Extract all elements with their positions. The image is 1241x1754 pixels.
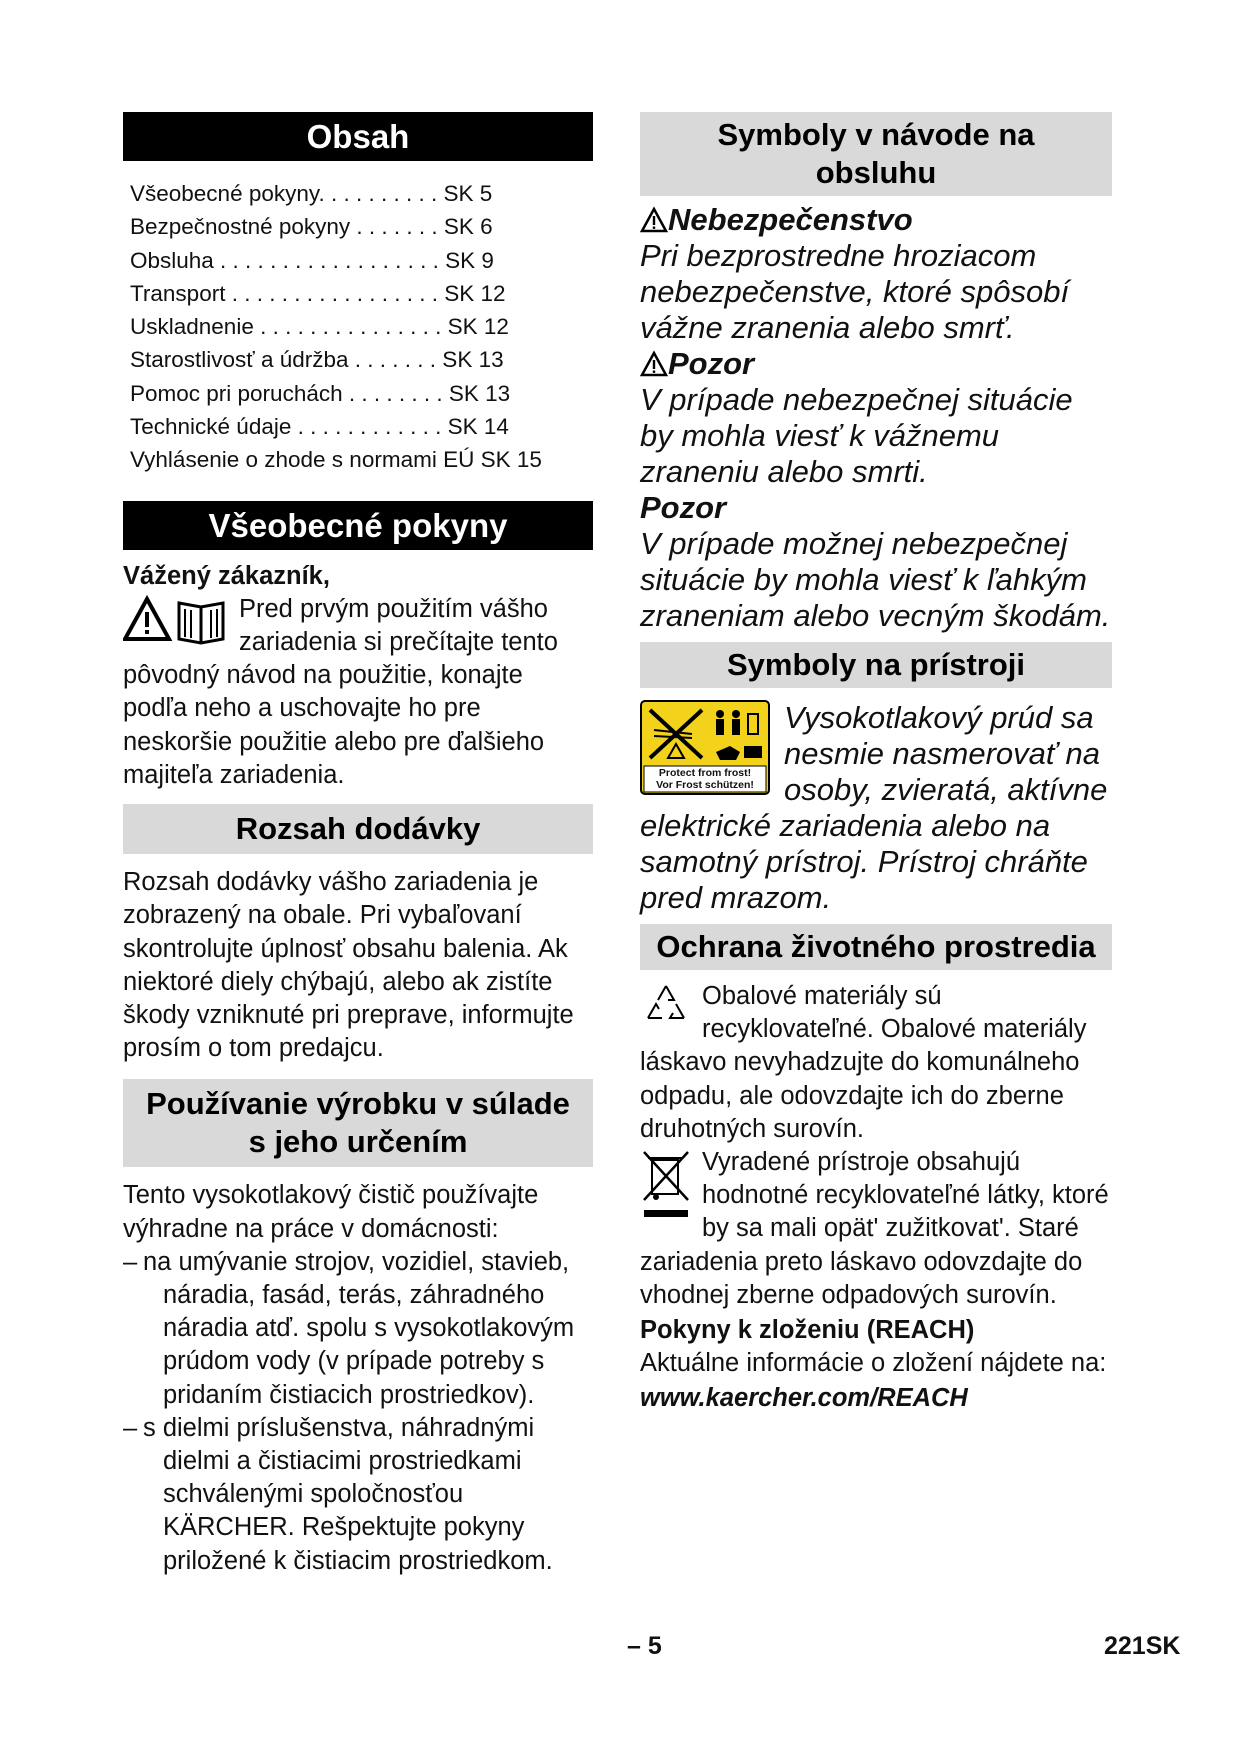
recycle-block: [640, 980, 1112, 1146]
symbols-device-heading: Symboly na prístroji: [640, 642, 1112, 688]
toc-item[interactable]: Obsluha . . . . . . . . . . . . . . . . . . SK 9: [130, 247, 494, 273]
table-of-contents: [130, 177, 593, 477]
device-symbol-block: [640, 700, 1112, 916]
recycle-text: Obalové materiály sú recyklovateľné. Obalové materiály láskavo nevyhadzujte do komunálneho odpadu, ale odovzdajte ich do zberne druhotných surovín.: [640, 982, 1087, 1143]
danger-label-row: [640, 202, 1112, 238]
toc-heading: Obsah: [123, 112, 593, 161]
toc-item[interactable]: Vyhlásenie o zhode s normami EÚ SK 15: [130, 447, 542, 473]
weee-text: Vyradené prístroje obsahujú hodnotné recyklovateľné látky, ktoré by sa mali opät' zužitkovat'. Staré zariadenia preto láskavo odovzdajte do vhodnej zberne odpadových surovín.: [640, 1148, 1109, 1309]
general-text-line: Pred prvým použitím vášho: [239, 594, 548, 623]
toc-item[interactable]: Transport . . . . . . . . . . . . . . . . . SK 12: [130, 280, 506, 306]
document-code: 221SK: [1104, 1632, 1181, 1660]
list-item-text: na umývanie strojov, vozidiel, stavieb, náradia, fasád, terás, záhradného náradia atď. spolu s vysokotlakovým prúdom vody (v prípade potreby s pridaním čistiacich prostriedkov).: [143, 1247, 575, 1409]
toc-item[interactable]: Bezpečnostné pokyny . . . . . . . SK 6: [130, 214, 493, 240]
warning-manual-icon: [123, 595, 229, 645]
frost-label-line: Vor Frost schützen!: [656, 779, 754, 791]
page-number: – 5: [627, 1632, 662, 1660]
use-intro: Tento vysokotlakový čistič používajte výhradne na práce v domácnosti:: [123, 1181, 539, 1243]
recycle-icon: [640, 980, 692, 1032]
toc-item[interactable]: Pomoc pri poruchách . . . . . . . . SK 13: [130, 380, 511, 406]
warning-triangle-icon: [640, 350, 668, 378]
danger-text: Pri bezprostredne hroziacom nebezpečenstve, ktoré spôsobí vážne zranenia alebo smrť.: [640, 238, 1070, 345]
right-column: [640, 112, 1112, 1416]
use-heading: [123, 1079, 593, 1167]
danger-block: [640, 202, 1112, 346]
toc-item[interactable]: Uskladnenie . . . . . . . . . . . . . . . SK 12: [130, 314, 509, 340]
scope-heading: Rozsah dodávky: [123, 804, 593, 854]
list-dash: –: [123, 1247, 138, 1276]
caution-text: V prípade možnej nebezpečnej situácie by mohla viesť k ľahkým zraneniam alebo vecným škodám.: [640, 526, 1111, 633]
left-column: [123, 112, 593, 1578]
scope-text: Rozsah dodávky vášho zariadenia je zobrazený na obale. Pri vybaľovaní skontrolujte úplnosť obsahu balenia. Ak niektoré diely chýbajú, alebo ak zistíte škody vzniknuté pri preprave, informujte prosím o tom predajcu.: [123, 868, 574, 1063]
general-text-line: zariadenia si prečítajte tento: [239, 628, 558, 657]
reach-link[interactable]: www.kaercher.com/REACH: [640, 1384, 968, 1413]
crossed-bin-icon: [640, 1146, 692, 1226]
symbols-manual-heading-line: obsluhu: [815, 155, 937, 190]
list-item-text: s dielmi príslušenstva, náhradnými dielmi a čistiacimi prostriedkami schválenými spoločnosťou KÄRCHER. Rešpektujte pokyny priložené k čistiacim prostriedkom.: [143, 1413, 553, 1575]
general-text: pôvodný návod na použitie, konajte podľa neho a uschovajte ho pre neskoršie použitie alebo pre ďalšieho majiteľa zariadenia.: [123, 661, 545, 789]
symbols-manual-heading-line: Symboly v návode na: [717, 117, 1035, 152]
general-heading: Všeobecné pokyny: [123, 501, 593, 550]
weee-block: [640, 1146, 1112, 1312]
list-item: [123, 1246, 593, 1412]
warning-label-row: [640, 346, 1112, 382]
reach-text: Aktuálne informácie o zložení nájdete na:: [640, 1349, 1107, 1378]
environment-heading: Ochrana životného prostredia: [640, 924, 1112, 970]
caution-label: Pozor: [640, 490, 727, 525]
list-item: [123, 1412, 593, 1578]
list-dash: –: [123, 1413, 138, 1442]
greeting: Vážený zákazník,: [123, 561, 330, 590]
warning-label: Pozor: [668, 346, 755, 381]
device-symbol-text: Vysokotlakový prúd sa nesmie nasmerovať na osoby, zvieratá, aktívne elektrické zariadenia alebo na samotný prístroj. Prístroj chráňte pred mrazom.: [640, 700, 1108, 915]
symbols-manual-heading: [640, 112, 1112, 196]
use-heading-line: Používanie výrobku v súlade: [146, 1086, 570, 1122]
toc-item[interactable]: Všeobecné pokyny. . . . . . . . . . SK 5: [130, 181, 493, 206]
danger-label: Nebezpečenstvo: [668, 202, 913, 237]
toc-item[interactable]: Technické údaje . . . . . . . . . . . . SK 14: [130, 414, 509, 440]
warning-triangle-icon: [640, 206, 668, 234]
use-heading-line: s jeho určením: [248, 1124, 468, 1160]
no-spray-frost-label-icon: [640, 700, 770, 791]
reach-heading: Pokyny k zloženiu (REACH): [640, 1316, 975, 1345]
general-notice: [123, 593, 593, 792]
frost-label-line: Protect from frost!: [658, 767, 752, 779]
caution-block: [640, 490, 1112, 634]
warning-text: V prípade nebezpečnej situácie by mohla viesť k vážnemu zraneniu alebo smrti.: [640, 382, 1073, 489]
toc-item[interactable]: Starostlivosť a údržba . . . . . . . SK 13: [130, 347, 504, 373]
frost-label-text: [640, 767, 770, 791]
warning-block: [640, 346, 1112, 490]
